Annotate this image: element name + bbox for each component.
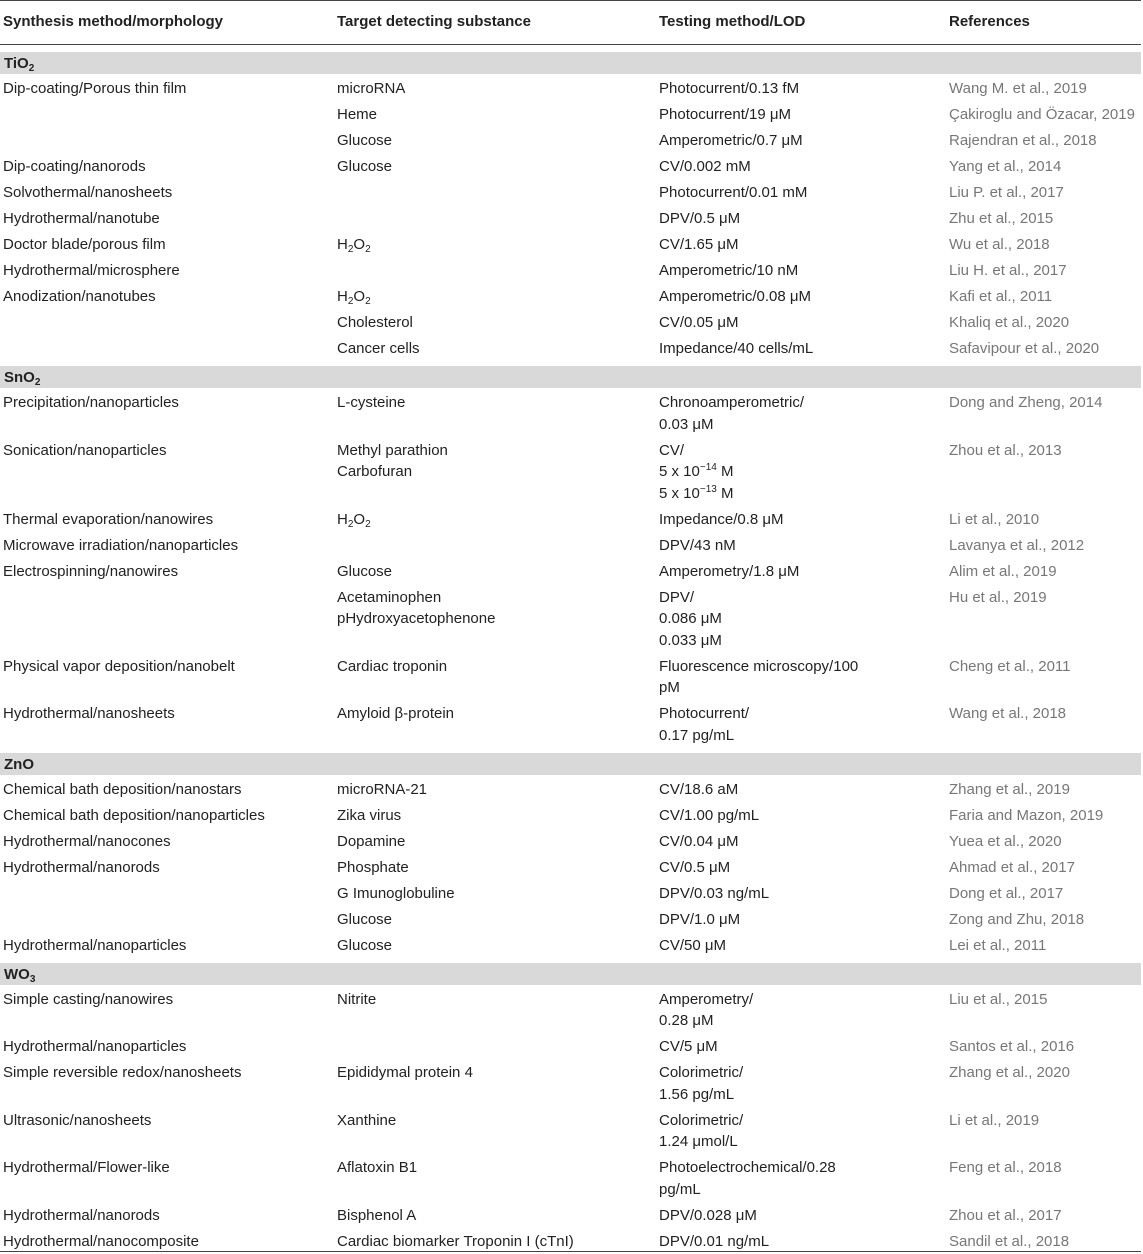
section-header — [0, 366, 1141, 388]
cell-testing: DPV/0.5 μM — [659, 210, 741, 227]
cell-target: Bisphenol A — [337, 1206, 417, 1224]
cell-testing: Photoelectrochemical/0.28 pg/mL — [659, 1159, 836, 1198]
cell-testing: DPV/0.028 μM — [659, 1206, 757, 1224]
cell-reference: Liu H. et al., 2017 — [949, 262, 1067, 279]
cell-target: $H_2O_2$ — [337, 288, 371, 307]
cell-synthesis: Physical vapor deposition/nanobelt — [3, 657, 235, 675]
cell-testing: Photocurrent/ 0.17 pg/mL — [659, 705, 750, 744]
cell-testing: Photocurrent/0.13 fM — [659, 80, 800, 97]
cell-reference: Safavipour et al., 2020 — [949, 340, 1100, 357]
cell-target: $H_2O_2$ — [337, 510, 371, 530]
cell-target: Cancer cells — [337, 340, 420, 357]
cell-reference: Feng et al., 2018 — [949, 1159, 1062, 1176]
cell-synthesis: Hydrothermal/nanocomposite — [3, 1232, 199, 1250]
section-title: TiO$_2$ — [4, 55, 35, 74]
section-header — [0, 963, 1141, 985]
cell-testing: Amperometry/1.8 μM — [659, 562, 800, 580]
header-rule — [0, 44, 1141, 45]
cell-reference: Wang M. et al., 2019 — [949, 80, 1087, 97]
cell-target: $H_2O_2$ — [337, 236, 371, 255]
cell-testing: CV/0.04 μM — [659, 832, 739, 850]
cell-reference: Zhou et al., 2013 — [949, 441, 1062, 459]
cell-testing: DPV/0.03 ng/mL — [659, 884, 770, 902]
cell-target: Acetaminophen pHydroxyacetophenone — [337, 588, 496, 627]
cell-reference: Zhang et al., 2019 — [949, 780, 1070, 798]
cell-testing: Impedance/40 cells/mL — [659, 340, 814, 357]
cell-testing: CV/0.5 μM — [659, 858, 731, 876]
cell-synthesis: Hydrothermal/microsphere — [3, 262, 180, 279]
cell-testing: Amperometric/0.7 μM — [659, 132, 803, 149]
cell-synthesis: Dip-coating/nanorods — [3, 158, 146, 175]
cell-synthesis: Hydrothermal/nanorods — [3, 1206, 160, 1224]
cell-synthesis: Chemical bath deposition/nanostars — [3, 780, 242, 798]
cell-target: Cholesterol — [337, 314, 413, 331]
cell-reference: Zhu et al., 2015 — [949, 210, 1054, 227]
cell-target: Aflatoxin B1 — [337, 1159, 418, 1176]
cell-testing: Amperometric/0.08 μM — [659, 288, 812, 305]
cell-reference: Zhou et al., 2017 — [949, 1206, 1062, 1224]
cell-testing: CV/1.65 μM — [659, 236, 739, 253]
cell-reference: Hu et al., 2019 — [949, 588, 1047, 606]
top-rule — [0, 0, 1141, 1]
cell-testing: Photocurrent/0.01 mM — [659, 184, 808, 201]
cell-testing: CV/0.05 μM — [659, 314, 739, 331]
header-synthesis: Synthesis method/morphology — [3, 13, 224, 30]
cell-testing: DPV/1.0 μM — [659, 910, 741, 928]
section-header — [0, 753, 1141, 775]
cell-synthesis: Precipitation/nanoparticles — [3, 394, 179, 411]
cell-synthesis: Ultrasonic/nanosheets — [3, 1111, 152, 1129]
section-title: SnO$_2$ — [4, 369, 41, 388]
table-header — [0, 0, 1141, 44]
cell-synthesis: Hydrothermal/nanorods — [3, 858, 160, 876]
cell-synthesis: Simple casting/nanowires — [3, 990, 174, 1008]
cell-reference: Santos et al., 2016 — [949, 1038, 1075, 1055]
cell-target: microRNA-21 — [337, 780, 428, 798]
cell-synthesis: Hydrothermal/nanoparticles — [3, 936, 187, 954]
cell-testing: Amperometry/ 0.28 μM — [659, 990, 754, 1029]
cell-reference: Cheng et al., 2011 — [949, 657, 1071, 675]
cell-reference: Dong et al., 2017 — [949, 884, 1064, 902]
cell-target: Epididymal protein 4 — [337, 1064, 473, 1081]
cell-reference: Wang et al., 2018 — [949, 705, 1067, 722]
section-title: $WO_3$ — [4, 965, 36, 985]
cell-testing: CV/50 μM — [659, 936, 726, 954]
cell-testing: Chronoamperometric/ 0.03 μM — [659, 394, 805, 433]
cell-testing: CV/5 μM — [659, 1038, 718, 1055]
cell-testing: Colorimetric/ 1.56 pg/mL — [659, 1064, 744, 1103]
cell-target: microRNA — [337, 80, 406, 97]
cell-target: Glucose — [337, 132, 393, 149]
cell-target: Cardiac biomarker Troponin I (cTnI) — [337, 1232, 574, 1250]
cell-synthesis: Hydrothermal/nanoparticles — [3, 1038, 187, 1055]
cell-reference: Lavanya et al., 2012 — [949, 536, 1085, 554]
cell-testing: Colorimetric/ 1.24 μmol/L — [659, 1111, 744, 1150]
cell-synthesis: Dip-coating/Porous thin film — [3, 80, 187, 97]
cell-testing: Amperometric/10 nM — [659, 262, 799, 279]
header-target: Target detecting substance — [337, 13, 531, 30]
cell-reference: Zhang et al., 2020 — [949, 1064, 1070, 1081]
cell-synthesis: Thermal evaporation/nanowires — [3, 510, 214, 528]
cell-reference: Çakiroglu and Özacar, 2019 — [949, 106, 1135, 123]
cell-reference: Ahmad et al., 2017 — [949, 858, 1075, 876]
cell-reference: Dong and Zheng, 2014 — [949, 394, 1103, 411]
cell-testing: CV/18.6 aM — [659, 780, 739, 798]
cell-reference: Rajendran et al., 2018 — [949, 132, 1097, 149]
cell-synthesis: Chemical bath deposition/nanoparticles — [3, 806, 265, 824]
cell-synthesis: Doctor blade/porous film — [3, 236, 166, 253]
cell-reference: Yuea et al., 2020 — [949, 832, 1062, 850]
cell-target: G Imunoglobuline — [337, 884, 455, 902]
cell-synthesis: Microwave irradiation/nanoparticles — [3, 536, 239, 554]
cell-reference: Sandil et al., 2018 — [949, 1232, 1070, 1250]
cell-synthesis: Simple reversible redox/nanosheets — [3, 1064, 242, 1081]
cell-synthesis: Solvothermal/nanosheets — [3, 184, 173, 201]
cell-target: Glucose — [337, 936, 393, 954]
cell-reference: Liu P. et al., 2017 — [949, 184, 1064, 201]
header-references: References — [949, 13, 1030, 30]
cell-testing: DPV/ 0.086 μM 0.033 μM — [659, 588, 722, 649]
cell-reference: Wu et al., 2018 — [949, 236, 1050, 253]
cell-synthesis: Hydrothermal/nanotube — [3, 210, 160, 227]
cell-synthesis: Electrospinning/nanowires — [3, 562, 179, 580]
cell-target: Heme — [337, 106, 378, 123]
cell-target: Glucose — [337, 910, 393, 928]
cell-reference: Liu et al., 2015 — [949, 990, 1048, 1008]
cell-reference: Li et al., 2019 — [949, 1111, 1040, 1129]
section-header — [0, 52, 1141, 74]
cell-reference: Alim et al., 2019 — [949, 562, 1057, 580]
cell-target: Zika virus — [337, 806, 402, 824]
cell-testing: DPV/0.01 ng/mL — [659, 1232, 770, 1250]
cell-testing: Impedance/0.8 μM — [659, 510, 784, 528]
cell-synthesis: Hydrothermal/nanosheets — [3, 705, 175, 722]
cell-target: Glucose — [337, 562, 393, 580]
cell-testing: Photocurrent/19 μM — [659, 106, 792, 123]
cell-target: L-cysteine — [337, 394, 406, 411]
cell-reference: Khaliq et al., 2020 — [949, 314, 1070, 331]
cell-testing: CV/0.002 mM — [659, 158, 751, 175]
cell-reference: Li et al., 2010 — [949, 510, 1040, 528]
cell-target: Phosphate — [337, 858, 409, 876]
cell-testing: CV/1.00 pg/mL — [659, 806, 760, 824]
cell-testing: CV/ 5 x $10^{-14}$ M 5 x $10^{-13}$ M — [659, 441, 734, 502]
cell-synthesis: Sonication/nanoparticles — [3, 441, 167, 459]
header-testing: Testing method/LOD — [659, 13, 806, 30]
cell-target: Xanthine — [337, 1111, 397, 1129]
cell-target: Cardiac troponin — [337, 657, 448, 675]
cell-reference: Kafi et al., 2011 — [949, 288, 1053, 305]
cell-synthesis: Anodization/nanotubes — [3, 288, 156, 305]
bottom-rule — [0, 1251, 1141, 1252]
cell-reference: Zong and Zhu, 2018 — [949, 910, 1085, 928]
cell-synthesis: Hydrothermal/nanocones — [3, 832, 171, 850]
cell-reference: Faria and Mazon, 2019 — [949, 806, 1104, 824]
cell-synthesis: Hydrothermal/Flower-like — [3, 1159, 170, 1176]
cell-reference: Yang et al., 2014 — [949, 158, 1062, 175]
section-title: ZnO — [4, 755, 34, 773]
cell-target: Glucose — [337, 158, 393, 175]
cell-testing: Fluorescence microscopy/100 pM — [659, 657, 859, 696]
cell-testing: DPV/43 nM — [659, 536, 736, 554]
cell-target: Nitrite — [337, 990, 377, 1008]
cell-target: Dopamine — [337, 832, 406, 850]
cell-target: Methyl parathion Carbofuran — [337, 441, 448, 480]
cell-target: Amyloid β-protein — [337, 705, 455, 722]
cell-reference: Lei et al., 2011 — [949, 936, 1047, 954]
